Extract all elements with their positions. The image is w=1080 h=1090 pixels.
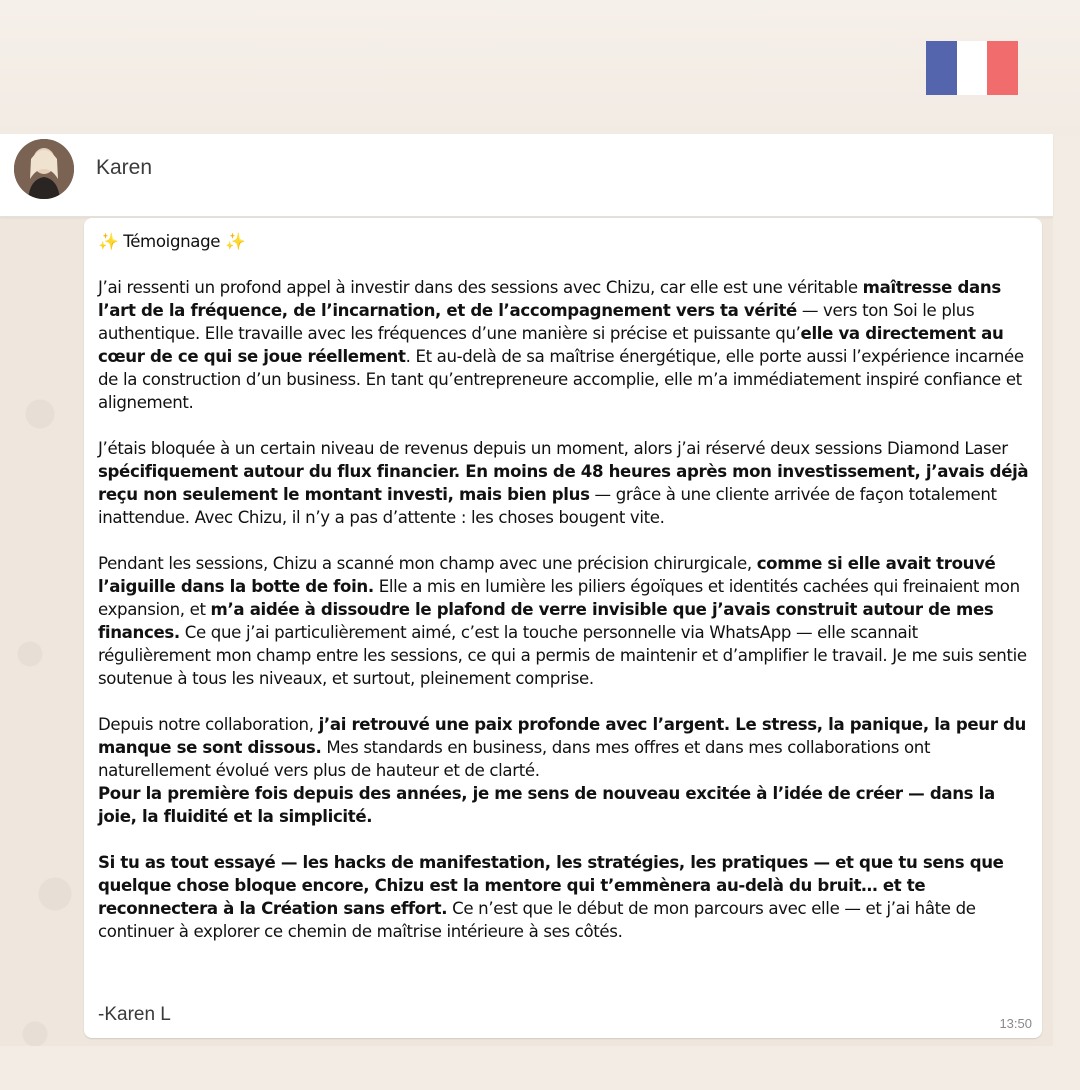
message-text <box>98 230 1032 943</box>
sparkle-icon: ✨ <box>225 232 246 251</box>
flag-stripe-blue <box>926 41 957 95</box>
avatar-photo-icon <box>14 139 74 199</box>
message-paragraph: Depuis notre collaboration, j’ai retrouvé une paix profonde avec l’argent. Le stress, la panique, la peur du manque se sont dissous. Mes standards en business, dans mes offres et dans mes collaborations ont naturellement évolué vers plus de hauteur et de clarté. <box>98 715 1026 780</box>
message-title: ✨ Témoignage ✨ <box>98 232 246 251</box>
message-signature: -Karen L <box>98 1004 171 1025</box>
message-paragraph: J’ai ressenti un profond appel à investir dans des sessions avec Chizu, car elle est une véritable maîtresse dans l’art de la fréquence, de l’incarnation, et de l’accompagnement vers ta vérité — vers ton Soi le plus authentique. Elle travaille avec les fréquences d’une manière si précise et puissante qu’elle va directement au cœur de ce qui se joue réellement. Et au-delà de sa maîtrise énergétique, elle porte aussi l’expérience incarnée de la construction d’un business. En tant qu’entrepreneure accomplie, elle m’a immédiatement inspiré confiance et alignement. <box>98 278 1024 412</box>
contact-name[interactable]: Karen <box>96 156 153 179</box>
page-background-top <box>0 0 1080 135</box>
french-flag-icon <box>926 41 1018 95</box>
message-paragraph: J’étais bloquée à un certain niveau de revenus depuis un moment, alors j’ai réservé deux sessions Diamond Laser spécifiquement autour du flux financier. En moins de 48 heures après mon investissement, j’avais déjà reçu non seulement le montant investi, mais bien plus — grâce à une cliente arrivée de façon totalement inattendue. Avec Chizu, il n’y a pas d’attente : les choses bougent vite. <box>98 439 1029 527</box>
avatar[interactable] <box>14 139 74 199</box>
flag-stripe-red <box>987 41 1018 95</box>
message-paragraph: Pour la première fois depuis des années, je me sens de nouveau excitée à l’idée de créer — dans la joie, la fluidité et la simplicité. <box>98 784 995 826</box>
message-paragraph: Si tu as tout essayé — les hacks de manifestation, les stratégies, les pratiques — et que tu sens que quelque chose bloque encore, Chizu est la mentore qui t’emmènera au-delà du bruit… et te reconnectera à la Création sans effort. Ce n’est que le début de mon parcours avec elle — et j’ai hâte de continuer à explorer ce chemin de maîtrise intérieure à ses côtés. <box>98 853 1004 941</box>
message-paragraph: Pendant les sessions, Chizu a scanné mon champ avec une précision chirurgicale, comme si elle avait trouvé l’aiguille dans la botte de foin. Elle a mis en lumière les piliers égoïques et identités cachées qui freinaient mon expansion, et m’a aidée à dissoudre le plafond de verre invisible que j’avais construit autour de mes finances. Ce que j’ai particulièrement aimé, c’est la touche personnelle via WhatsApp — elle scannait régulièrement mon champ entre les sessions, ce qui a permis de maintenir et d’amplifier le travail. Je me suis sentie soutenue à tous les niveaux, et surtout, pleinement comprise. <box>98 554 1027 688</box>
flag-stripe-white <box>957 41 988 95</box>
chat-header[interactable] <box>0 134 1053 217</box>
message-bubble[interactable] <box>84 218 1042 1038</box>
sparkle-icon: ✨ <box>98 232 119 251</box>
message-timestamp: 13:50 <box>999 1016 1032 1031</box>
